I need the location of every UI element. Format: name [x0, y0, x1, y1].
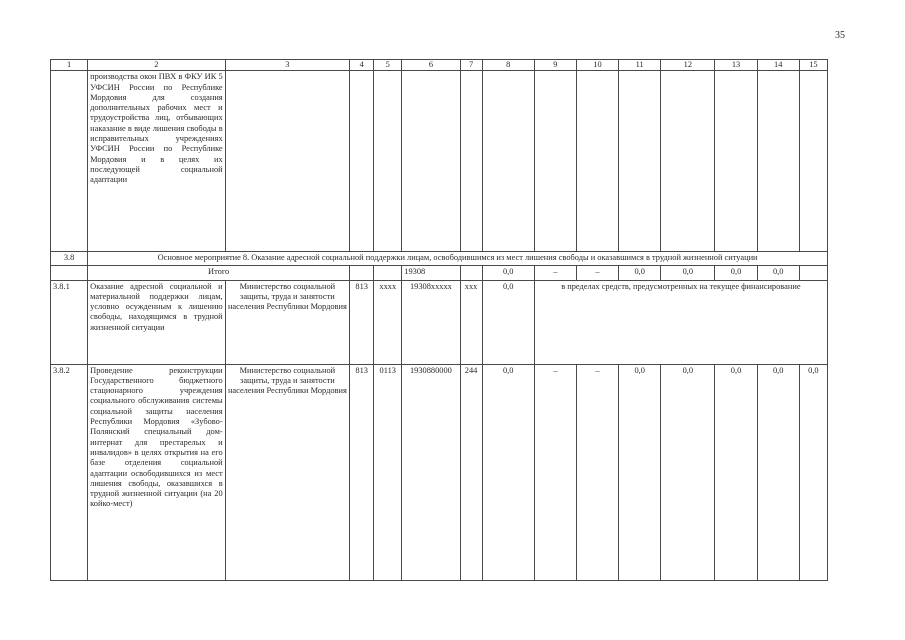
row-number: 3.8.1 [51, 280, 88, 364]
row-target-code: 19308xxxxx [402, 280, 460, 364]
total-value: 0,0 [757, 265, 799, 280]
row-activity-name: Оказание адресной социальной и материальной поддержки лицам, условно осужденным к лишению свободы, находящимся в трудной жизненной ситуации [88, 280, 226, 364]
program-table [50, 59, 828, 581]
total-value: – [576, 265, 618, 280]
total-row [51, 265, 828, 280]
group-number: 3.8 [51, 252, 88, 265]
total-value: – [534, 265, 576, 280]
total-value: 0,0 [482, 265, 534, 280]
row-value: – [534, 364, 576, 580]
column-number: 3 [225, 60, 349, 71]
column-number: 8 [482, 60, 534, 71]
total-label: Итого [88, 265, 350, 280]
page-number: 35 [835, 30, 845, 41]
row-expense-code: xxx [460, 280, 482, 364]
row-ministry-code: 813 [350, 280, 374, 364]
column-number: 15 [799, 60, 827, 71]
total-value: 0,0 [619, 265, 661, 280]
column-number: 11 [619, 60, 661, 71]
column-number: 1 [51, 60, 88, 71]
column-number: 5 [374, 60, 402, 71]
row-value: 0,0 [661, 364, 715, 580]
total-target-code: 19308 [402, 265, 460, 280]
total-value: 0,0 [715, 265, 757, 280]
group-row [51, 252, 828, 265]
row-number: 3.8.2 [51, 364, 88, 580]
table-row [51, 280, 828, 364]
column-number: 14 [757, 60, 799, 71]
row-financing-note: в пределах средств, предусмотренных на текущее финансирование [534, 280, 827, 364]
continuation-text: производства окон ПВХ в ФКУ ИК 5 УФСИН России по Республике Мордовия для создания дополнительных рабочих мест и трудоустройства лиц, отбывающих наказание в виде лишения свободы в исправительных учреждениях УФСИН России по Республике Мордовия и в целях их последующей социальной адаптации [88, 71, 226, 252]
column-number: 6 [402, 60, 460, 71]
continuation-row [51, 71, 828, 252]
column-number: 10 [576, 60, 618, 71]
row-value: 0,0 [482, 280, 534, 364]
row-value: 0,0 [715, 364, 757, 580]
column-number: 12 [661, 60, 715, 71]
row-executor: Министерство социальной защиты, труда и занятости населения Республики Мордовия [225, 280, 349, 364]
column-number: 9 [534, 60, 576, 71]
row-section-code: 0113 [374, 364, 402, 580]
row-activity-name: Проведение реконструкции Государственного бюджетного стационарного учреждения социального обслуживания системы социальной защиты населения Республики Мордовия «Зубово-Полянский специальный дом-интернат для престарелых и инвалидов» в целях открытия на его базе отделения социальной адаптации освободившихся из мест лишения свободы, оказавшихся в трудной жизненной ситуации (на 20 койко-мест) [88, 364, 226, 580]
row-value: 0,0 [799, 364, 827, 580]
total-value: 0,0 [661, 265, 715, 280]
column-number: 4 [350, 60, 374, 71]
group-title: Основное мероприятие 8. Оказание адресной социальной поддержки лицам, освободившимся из мест лишения свободы и оказавшимся в трудной жизненной ситуации [88, 252, 828, 265]
column-number: 13 [715, 60, 757, 71]
column-number-row [51, 60, 828, 71]
row-value: 0,0 [482, 364, 534, 580]
row-value: 0,0 [757, 364, 799, 580]
table-row [51, 364, 828, 580]
row-value: – [576, 364, 618, 580]
row-target-code: 1930880000 [402, 364, 460, 580]
row-value: 0,0 [619, 364, 661, 580]
row-expense-code: 244 [460, 364, 482, 580]
row-section-code: xxxx [374, 280, 402, 364]
column-number: 7 [460, 60, 482, 71]
row-ministry-code: 813 [350, 364, 374, 580]
row-executor: Министерство социальной защиты, труда и занятости населения Республики Мордовия [225, 364, 349, 580]
column-number: 2 [88, 60, 226, 71]
